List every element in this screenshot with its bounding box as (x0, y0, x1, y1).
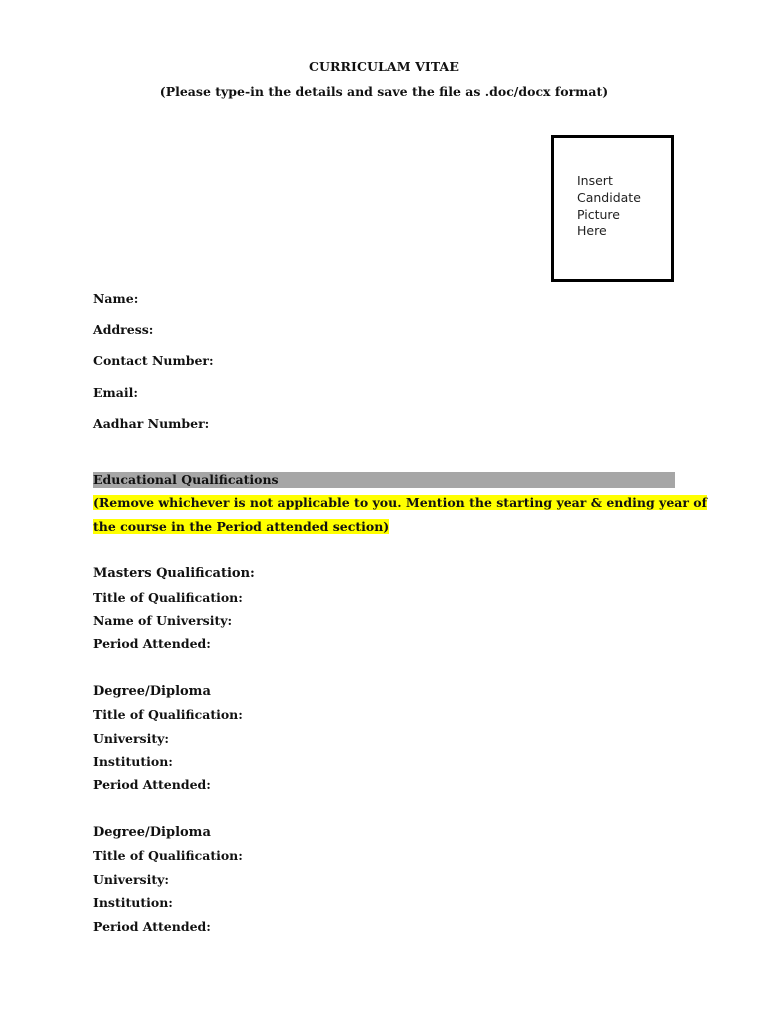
email-label: Email: (93, 385, 138, 400)
picture-placeholder-text (577, 173, 665, 240)
instruction-note-line-1 (93, 495, 707, 511)
degree-diploma-heading-2: Degree/Diploma (93, 825, 211, 840)
highlighted-note: the course in the Period attended section) (93, 519, 390, 534)
aadhar-number-label: Aadhar Number: (93, 416, 210, 431)
document-subtitle: (Please type-in the details and save the file as .doc/docx format) (159, 84, 609, 99)
picture-text-line: Picture (577, 206, 620, 222)
picture-text-line: Insert (577, 173, 613, 188)
degree2-period-label: Period Attended: (93, 919, 211, 934)
masters-period-label: Period Attended: (93, 636, 211, 651)
document-title: CURRICULAM VITAE (309, 59, 459, 74)
section-title: Educational Qualifications (93, 472, 279, 487)
degree2-university-label: University: (93, 872, 169, 887)
candidate-picture-placeholder[interactable] (551, 135, 674, 282)
degree-diploma-heading: Degree/Diploma (93, 684, 211, 699)
name-label: Name: (93, 291, 139, 306)
degree2-title-label: Title of Qualification: (93, 848, 243, 863)
picture-text-line: Here (577, 223, 607, 239)
picture-text-line: Candidate (577, 189, 641, 205)
highlighted-note: (Remove whichever is not applicable to you. Mention the starting year & ending year of (93, 495, 708, 510)
degree1-university-label: University: (93, 731, 169, 746)
masters-qualification-heading: Masters Qualification: (93, 566, 255, 581)
masters-title-label: Title of Qualification: (93, 590, 243, 605)
educational-qualifications-header (93, 472, 675, 488)
instruction-note-line-2 (93, 519, 389, 535)
degree1-period-label: Period Attended: (93, 777, 211, 792)
contact-number-label: Contact Number: (93, 353, 214, 368)
degree1-title-label: Title of Qualification: (93, 707, 243, 722)
degree2-institution-label: Institution: (93, 895, 173, 910)
degree1-institution-label: Institution: (93, 754, 173, 769)
address-label: Address: (93, 322, 154, 337)
masters-university-label: Name of University: (93, 613, 233, 628)
